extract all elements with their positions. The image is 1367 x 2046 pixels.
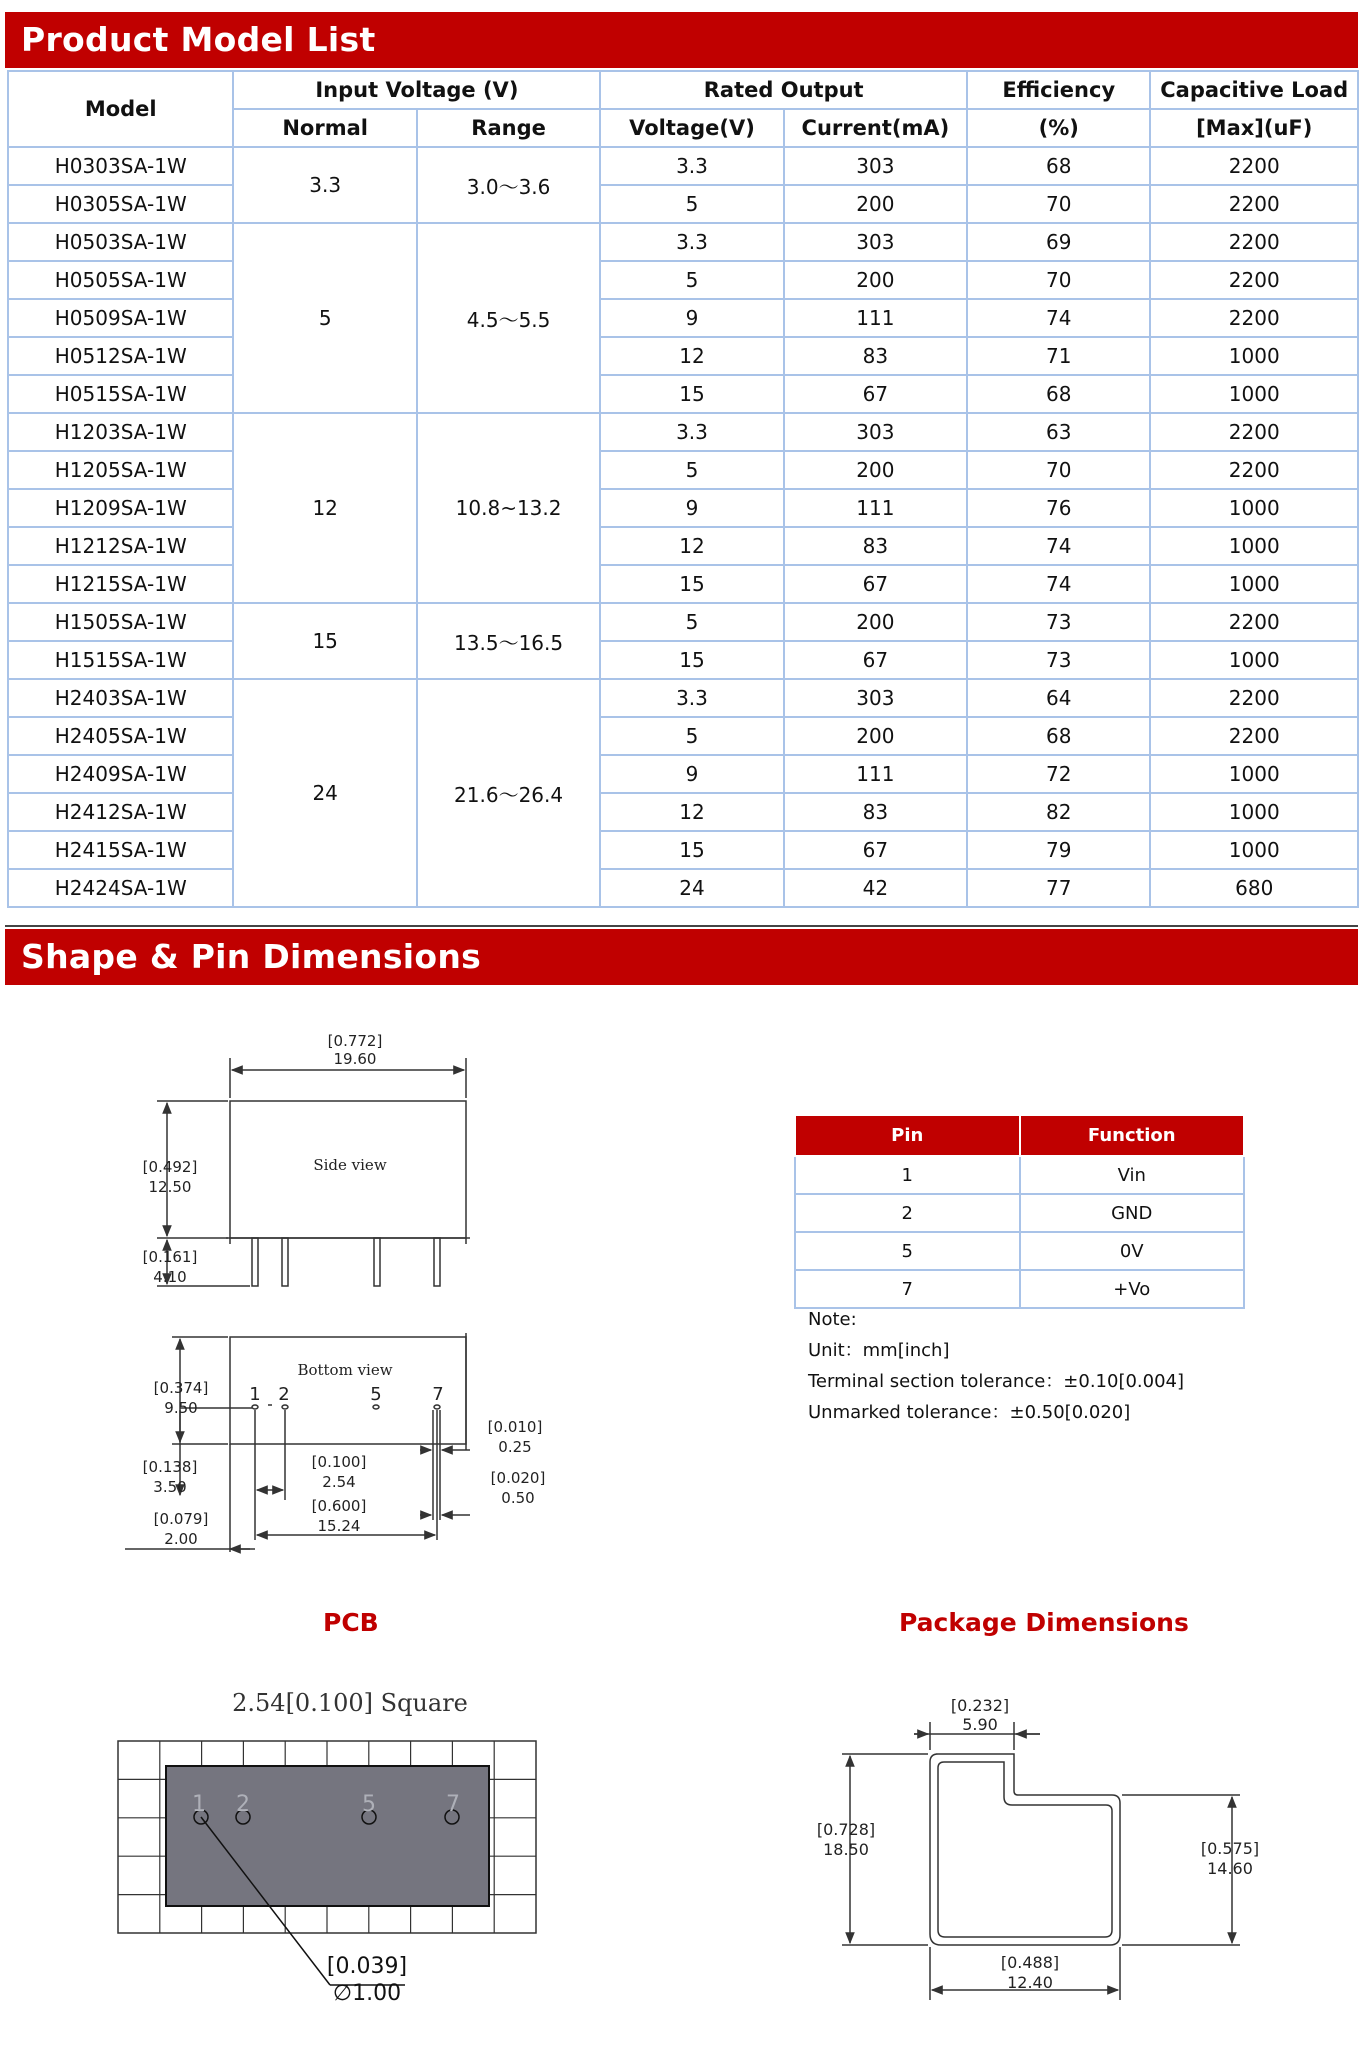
model-cell: H0509SA-1W (8, 299, 233, 337)
pcb-pin-5: 5 (362, 1792, 376, 1817)
model-cell: H0305SA-1W (8, 185, 233, 223)
capacitive-load-cell: 1000 (1150, 755, 1358, 793)
capacitive-load-cell: 1000 (1150, 793, 1358, 831)
bottom-row-mm: 3.50 (153, 1478, 187, 1496)
bottom-pinw-mm: 0.25 (498, 1438, 532, 1456)
model-cell: H1212SA-1W (8, 527, 233, 565)
voltage-range-cell: 13.5～16.5 (417, 603, 600, 679)
output-current-cell: 303 (784, 147, 967, 185)
model-cell: H0515SA-1W (8, 375, 233, 413)
normal-voltage-cell: 24 (233, 679, 416, 907)
pcb-title: PCB (323, 1608, 379, 1637)
voltage-range-cell: 4.5～5.5 (417, 223, 600, 413)
capacitive-load-cell: 1000 (1150, 489, 1358, 527)
output-current-cell: 303 (784, 223, 967, 261)
pin-function: Vin (1020, 1156, 1245, 1194)
notes-title: Note: (808, 1309, 857, 1330)
capacitive-load-cell: 2200 (1150, 185, 1358, 223)
model-cell: H2415SA-1W (8, 831, 233, 869)
efficiency-cell: 74 (967, 527, 1150, 565)
header-rated-output: Rated Output (600, 71, 967, 109)
header-model: Model (8, 71, 233, 147)
pin-header: Pin (795, 1115, 1020, 1156)
section-title-shape-pin: Shape & Pin Dimensions (5, 929, 1358, 985)
output-voltage-cell: 5 (600, 451, 783, 489)
pin-function: GND (1020, 1194, 1245, 1232)
output-current-cell: 83 (784, 337, 967, 375)
output-current-cell: 200 (784, 185, 967, 223)
pkg-bottom-inch: [0.488] (1000, 1953, 1060, 1972)
model-cell: H1203SA-1W (8, 413, 233, 451)
pin-number: 1 (795, 1156, 1020, 1194)
side-height-inch: [0.492] (142, 1158, 198, 1176)
capacitive-load-cell: 2200 (1150, 413, 1358, 451)
model-cell: H1209SA-1W (8, 489, 233, 527)
bottom-pin-7: 7 (432, 1384, 444, 1405)
pin-function: 0V (1020, 1232, 1245, 1270)
function-header: Function (1020, 1115, 1245, 1156)
efficiency-cell: 73 (967, 641, 1150, 679)
pkg-top-mm: 5.90 (962, 1715, 998, 1734)
efficiency-cell: 76 (967, 489, 1150, 527)
output-current-cell: 42 (784, 869, 967, 907)
pin-function: +Vo (1020, 1270, 1245, 1308)
notes-terminal-tolerance: Terminal section tolerance：±0.10[0.004] (808, 1371, 1185, 1392)
bottom-row-inch: [0.138] (142, 1458, 198, 1476)
normal-voltage-cell: 12 (233, 413, 416, 603)
header-capacitive-load: Capacitive Load (1150, 71, 1358, 109)
efficiency-cell: 70 (967, 261, 1150, 299)
bottom-pinw-inch: [0.010] (487, 1418, 543, 1436)
side-pin-inch: [0.161] (142, 1248, 198, 1266)
output-voltage-cell: 12 (600, 527, 783, 565)
efficiency-cell: 70 (967, 185, 1150, 223)
pcb-hole-inch: [0.039] (326, 1954, 408, 1979)
bottom-pitch-mm: 2.54 (322, 1473, 356, 1491)
bottom-depth-mm: 9.50 (164, 1399, 198, 1417)
pcb-pin-1: 1 (192, 1792, 206, 1817)
section-title-product-list: Product Model List (5, 12, 1358, 68)
header-normal: Normal (233, 109, 416, 147)
pcb-hole-mm: ∅1.00 (332, 1981, 402, 2006)
output-voltage-cell: 3.3 (600, 679, 783, 717)
header-efficiency-unit: (%) (967, 109, 1150, 147)
pin-row (795, 1232, 1244, 1270)
model-cell: H2409SA-1W (8, 755, 233, 793)
pin-function-table (794, 1114, 1245, 1309)
efficiency-cell: 68 (967, 717, 1150, 755)
capacitive-load-cell: 680 (1150, 869, 1358, 907)
model-cell: H2403SA-1W (8, 679, 233, 717)
notes-block (808, 1304, 1184, 1428)
efficiency-cell: 64 (967, 679, 1150, 717)
capacitive-load-cell: 2200 (1150, 299, 1358, 337)
output-current-cell: 67 (784, 565, 967, 603)
capacitive-load-cell: 2200 (1150, 451, 1358, 489)
normal-voltage-cell: 3.3 (233, 147, 416, 223)
header-current: Current(mA) (784, 109, 967, 147)
bottom-edge-inch: [0.079] (153, 1510, 209, 1528)
efficiency-cell: 70 (967, 451, 1150, 489)
efficiency-cell: 72 (967, 755, 1150, 793)
output-current-cell: 111 (784, 489, 967, 527)
output-current-cell: 83 (784, 527, 967, 565)
pcb-grid-label: 2.54[0.100] Square (232, 1689, 468, 1717)
output-current-cell: 111 (784, 299, 967, 337)
output-voltage-cell: 15 (600, 641, 783, 679)
output-voltage-cell: 3.3 (600, 223, 783, 261)
capacitive-load-cell: 2200 (1150, 223, 1358, 261)
model-cell: H2405SA-1W (8, 717, 233, 755)
efficiency-cell: 77 (967, 869, 1150, 907)
efficiency-cell: 74 (967, 565, 1150, 603)
output-current-cell: 200 (784, 261, 967, 299)
output-current-cell: 67 (784, 831, 967, 869)
bottom-span-mm: 15.24 (317, 1517, 361, 1535)
output-voltage-cell: 5 (600, 185, 783, 223)
bottom-pin-5: 5 (370, 1384, 382, 1405)
pkg-top-inch: [0.232] (950, 1696, 1010, 1715)
pcb-drawing (118, 1689, 536, 2006)
model-cell: H1515SA-1W (8, 641, 233, 679)
output-voltage-cell: 5 (600, 717, 783, 755)
normal-voltage-cell: 15 (233, 603, 416, 679)
package-title: Package Dimensions (899, 1608, 1189, 1637)
pkg-bottom-mm: 12.40 (1007, 1973, 1053, 1992)
header-efficiency: Efficiency (967, 71, 1150, 109)
header-capacitive-load-unit: [Max](uF) (1150, 109, 1358, 147)
output-current-cell: 303 (784, 413, 967, 451)
side-width-inch: [0.772] (327, 1032, 383, 1050)
capacitive-load-cell: 2200 (1150, 261, 1358, 299)
header-input-voltage: Input Voltage (V) (233, 71, 600, 109)
model-cell: H2412SA-1W (8, 793, 233, 831)
model-cell: H2424SA-1W (8, 869, 233, 907)
capacitive-load-cell: 1000 (1150, 375, 1358, 413)
model-cell: H1205SA-1W (8, 451, 233, 489)
efficiency-cell: 68 (967, 147, 1150, 185)
efficiency-cell: 71 (967, 337, 1150, 375)
output-voltage-cell: 5 (600, 261, 783, 299)
capacitive-load-cell: 1000 (1150, 337, 1358, 375)
output-voltage-cell: 9 (600, 489, 783, 527)
capacitive-load-cell: 1000 (1150, 831, 1358, 869)
voltage-range-cell: 3.0～3.6 (417, 147, 600, 223)
output-voltage-cell: 9 (600, 299, 783, 337)
capacitive-load-cell: 2200 (1150, 147, 1358, 185)
pin-row (795, 1270, 1244, 1308)
capacitive-load-cell: 2200 (1150, 679, 1358, 717)
bottom-pitch-inch: [0.100] (311, 1453, 367, 1471)
output-current-cell: 200 (784, 717, 967, 755)
pin-row (795, 1156, 1244, 1194)
pin-number: 2 (795, 1194, 1020, 1232)
side-view-label: Side view (313, 1156, 387, 1174)
efficiency-cell: 82 (967, 793, 1150, 831)
bottom-pin-2: 2 (278, 1384, 290, 1405)
pkg-left-inch: [0.728] (816, 1820, 876, 1839)
side-height-mm: 12.50 (148, 1178, 192, 1196)
efficiency-cell: 73 (967, 603, 1150, 641)
efficiency-cell: 79 (967, 831, 1150, 869)
efficiency-cell: 63 (967, 413, 1150, 451)
side-pin-mm: 4.10 (153, 1268, 187, 1286)
model-cell: H0303SA-1W (8, 147, 233, 185)
output-voltage-cell: 15 (600, 565, 783, 603)
bottom-span-inch: [0.600] (311, 1497, 367, 1515)
pkg-right-mm: 14.60 (1207, 1859, 1253, 1878)
model-cell: H0512SA-1W (8, 337, 233, 375)
output-current-cell: 200 (784, 451, 967, 489)
normal-voltage-cell: 5 (233, 223, 416, 413)
pcb-pin-7: 7 (446, 1792, 460, 1817)
voltage-range-cell: 10.8~13.2 (417, 413, 600, 603)
output-voltage-cell: 12 (600, 337, 783, 375)
output-voltage-cell: 24 (600, 869, 783, 907)
model-cell: H0503SA-1W (8, 223, 233, 261)
notes-unit: Unit：mm[inch] (808, 1340, 950, 1361)
output-current-cell: 303 (784, 679, 967, 717)
bottom-pint-inch: [0.020] (490, 1469, 546, 1487)
notes-unmarked-tolerance: Unmarked tolerance：±0.50[0.020] (808, 1402, 1131, 1423)
capacitive-load-cell: 2200 (1150, 717, 1358, 755)
header-range: Range (417, 109, 600, 147)
pkg-left-mm: 18.50 (823, 1840, 869, 1859)
bottom-depth-inch: [0.374] (153, 1379, 209, 1397)
pkg-right-inch: [0.575] (1200, 1839, 1260, 1858)
capacitive-load-cell: 1000 (1150, 641, 1358, 679)
capacitive-load-cell: 1000 (1150, 565, 1358, 603)
output-voltage-cell: 12 (600, 793, 783, 831)
output-current-cell: 83 (784, 793, 967, 831)
voltage-range-cell: 21.6～26.4 (417, 679, 600, 907)
model-cell: H1215SA-1W (8, 565, 233, 603)
output-current-cell: 67 (784, 375, 967, 413)
bottom-pin-1: 1 (249, 1384, 261, 1405)
pin-number: 7 (795, 1270, 1020, 1308)
output-voltage-cell: 5 (600, 603, 783, 641)
header-voltage: Voltage(V) (600, 109, 783, 147)
capacitive-load-cell: 1000 (1150, 527, 1358, 565)
output-voltage-cell: 9 (600, 755, 783, 793)
bottom-view-label: Bottom view (297, 1361, 393, 1379)
efficiency-cell: 68 (967, 375, 1150, 413)
bottom-edge-mm: 2.00 (164, 1530, 198, 1548)
efficiency-cell: 74 (967, 299, 1150, 337)
output-current-cell: 200 (784, 603, 967, 641)
pcb-pin-2: 2 (236, 1792, 250, 1817)
pin-row (795, 1194, 1244, 1232)
model-cell: H0505SA-1W (8, 261, 233, 299)
output-current-cell: 67 (784, 641, 967, 679)
output-voltage-cell: 3.3 (600, 413, 783, 451)
output-voltage-cell: 15 (600, 831, 783, 869)
capacitive-load-cell: 2200 (1150, 603, 1358, 641)
model-cell: H1505SA-1W (8, 603, 233, 641)
pin-number: 5 (795, 1232, 1020, 1270)
output-voltage-cell: 15 (600, 375, 783, 413)
output-voltage-cell: 3.3 (600, 147, 783, 185)
efficiency-cell: 69 (967, 223, 1150, 261)
output-current-cell: 111 (784, 755, 967, 793)
bottom-pint-mm: 0.50 (501, 1489, 535, 1507)
side-width-mm: 19.60 (333, 1050, 377, 1068)
